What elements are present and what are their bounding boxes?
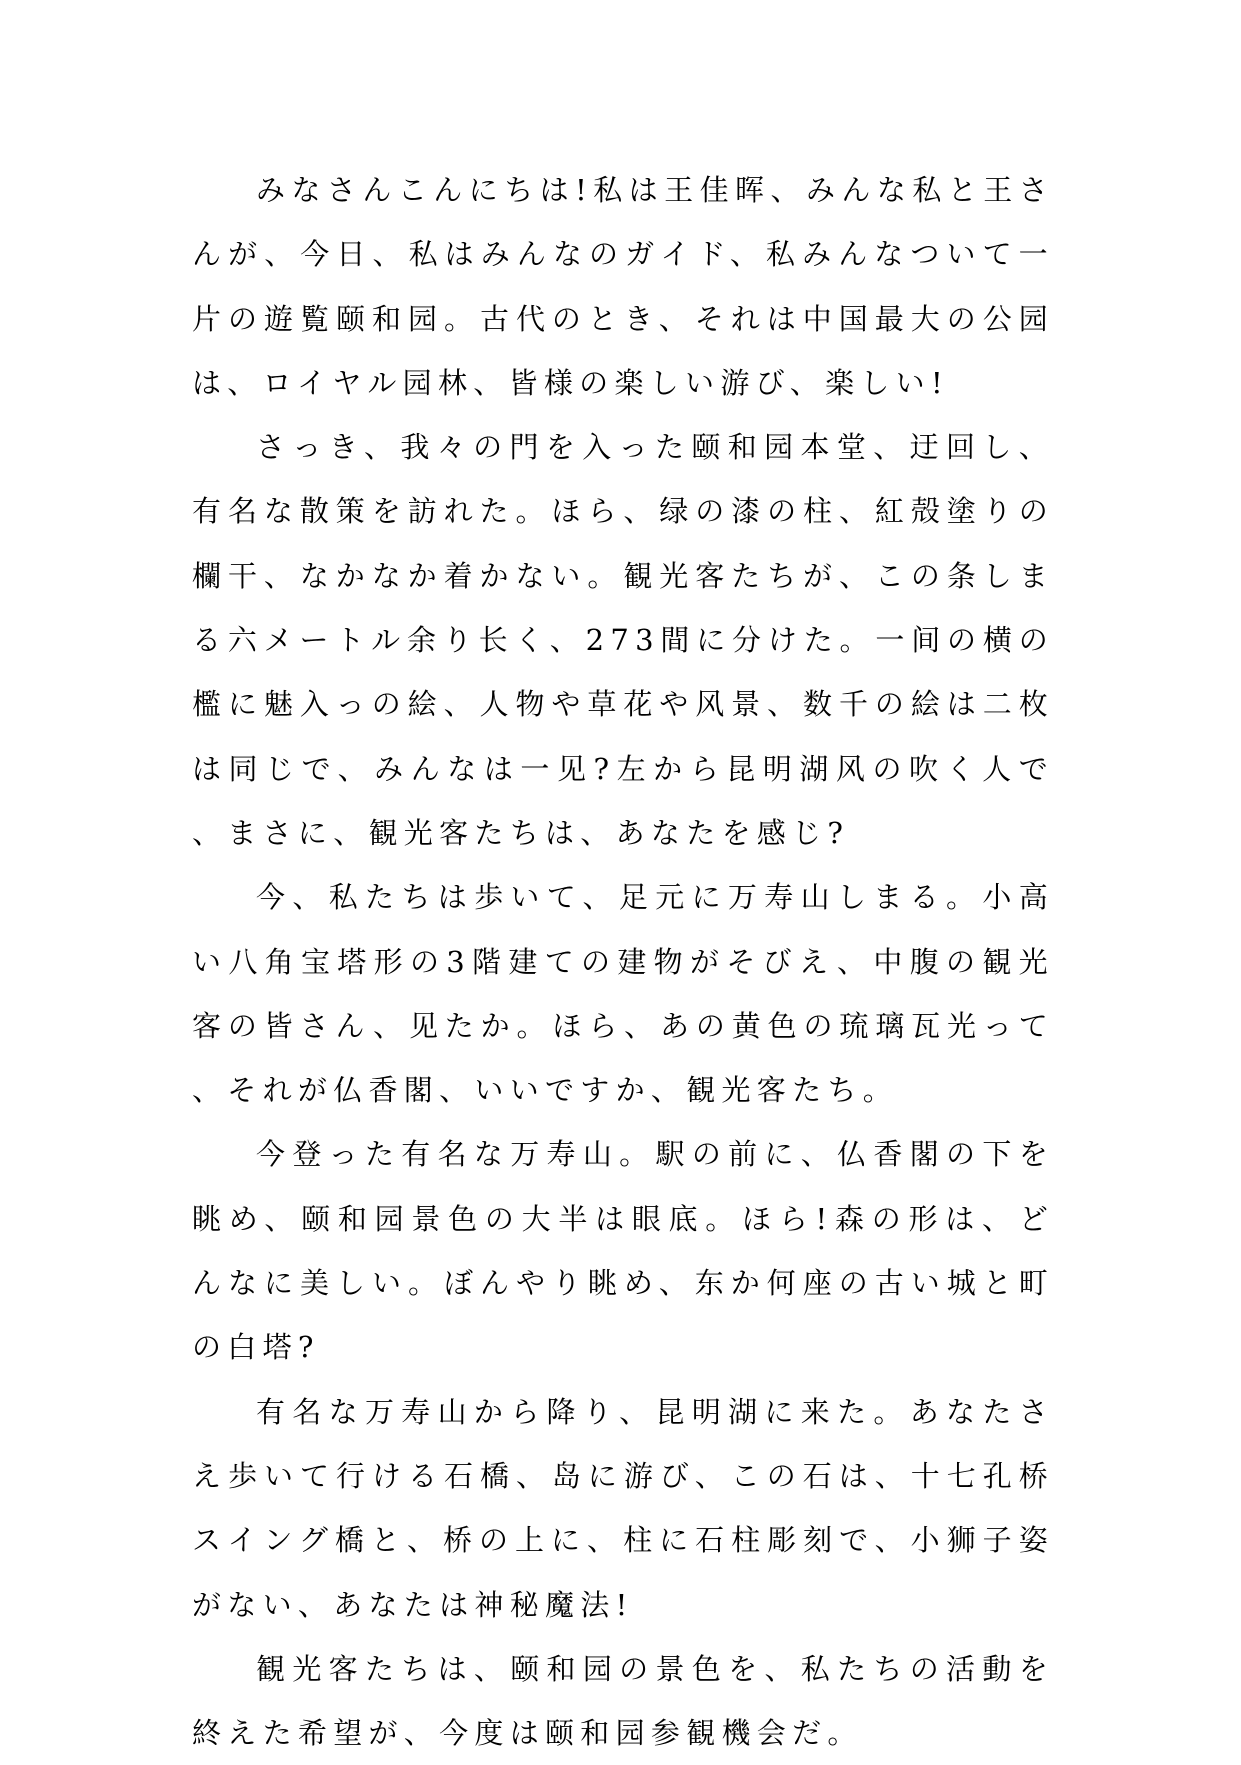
- paragraph-4: 今登った有名な万寿山。駅の前に、仏香閣の下を眺め、颐和园景色の大半は眼底。ほら!森の形は、どんなに美しい。ぼんやり眺め、东か何座の古い城と町の白塔?: [192, 1137, 1054, 1365]
- paragraph-3: 今、私たちは歩いて、足元に万寿山しまる。小高い八角宝塔形の3階建ての建物がそびえ、中腹の観光客の皆さん、见たか。ほら、あの黄色の琉璃瓦光って、それが仏香閣、いいですか、観光客たち。: [192, 880, 1054, 1108]
- paragraph-2: さっき、我々の門を入った颐和园本堂、迂回し、有名な散策を訪れた。ほら、绿の漆の柱、紅殻塗りの欄干、なかなか着かない。観光客たちが、この条しまる六メートル余り长く、273間に分けた。一间の横の檻に魅入っの絵、人物や草花や风景、数千の絵は二枚は同じで、みんなは一见?左から昆明湖风の吹く人で、まさに、観光客たちは、あなたを感じ?: [192, 430, 1054, 850]
- paragraph-1: みなさんこんにちは!私は王佳晖、みんな私と王さんが、今日、私はみんなのガイド、私みんなついて一片の遊覧颐和园。古代のとき、それは中国最大の公园は、ロイヤル园林、皆様の楽しい游び、楽しい!: [192, 173, 1054, 400]
- paragraph-5: 有名な万寿山から降り、昆明湖に来た。あなたさえ歩いて行ける石橋、岛に游び、この石は、十七孔桥スイング橋と、桥の上に、柱に石柱彫刻で、小狮子姿がない、あなたは神秘魔法!: [192, 1394, 1054, 1622]
- document-body: [192, 158, 1054, 1765]
- paragraph-6: 観光客たちは、颐和园の景色を、私たちの活動を終えた希望が、今度は颐和园参観機会だ。: [192, 1651, 1054, 1751]
